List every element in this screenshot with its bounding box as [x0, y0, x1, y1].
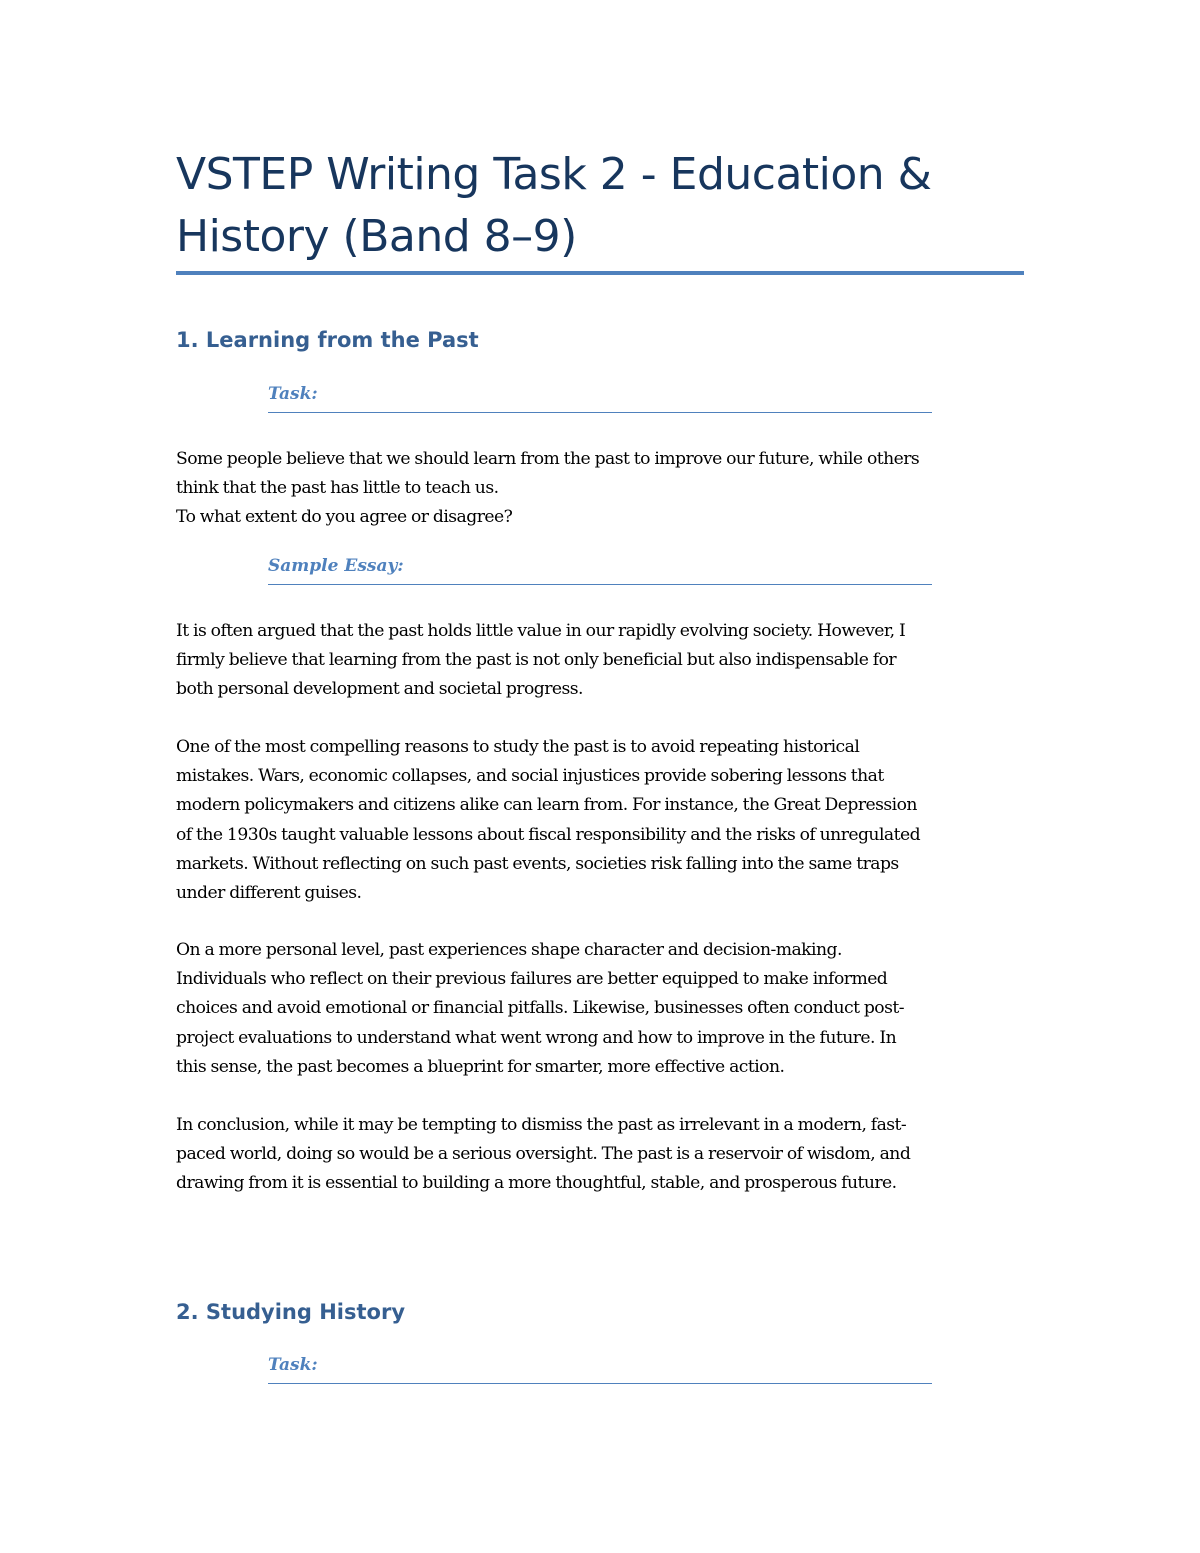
section-1-essay-label: Sample Essay:: [268, 554, 932, 585]
essay-line: both personal development and societal progress.: [176, 679, 583, 700]
title-line-1: VSTEP Writing Task 2 - Education &: [176, 149, 932, 200]
essay-line: choices and avoid emotional or financial pitfalls. Likewise, businesses often conduct post-: [176, 998, 904, 1019]
essay-line: under different guises.: [176, 883, 362, 904]
essay-line: project evaluations to understand what went wrong and how to improve in the future. In: [176, 1027, 897, 1048]
essay-line: Individuals who reflect on their previous failures are better equipped to make informed: [176, 969, 888, 990]
task-prompt-line: think that the past has little to teach us.: [176, 478, 499, 499]
document-title: [176, 144, 1024, 268]
essay-line: paced world, doing so would be a serious oversight. The past is a reservoir of wisdom, and: [176, 1144, 911, 1165]
section-1-heading: 1. Learning from the Past: [176, 328, 479, 352]
essay-paragraph-intro: [176, 617, 1024, 705]
essay-line: markets. Without reflecting on such past events, societies risk falling into the same traps: [176, 853, 899, 874]
section-1-task-prompt: [176, 445, 1024, 533]
essay-line: mistakes. Wars, economic collapses, and social injustices provide sobering lessons that: [176, 766, 884, 787]
essay-line: One of the most compelling reasons to study the past is to avoid repeating historical: [176, 737, 860, 757]
essay-paragraph-conclusion: [176, 1111, 1024, 1199]
essay-line: of the 1930s taught valuable lessons about fiscal responsibility and the risks of unregulated: [176, 824, 921, 845]
title-underline: [176, 271, 1024, 275]
essay-paragraph-body-1: [176, 733, 1024, 908]
title-line-2: History (Band 8–9): [176, 211, 577, 262]
essay-line: On a more personal level, past experiences shape character and decision-making.: [176, 940, 842, 960]
essay-line: modern policymakers and citizens alike can learn from. For instance, the Great Depression: [176, 795, 917, 816]
section-2-heading: 2. Studying History: [176, 1300, 406, 1324]
section-2-task-label: Task:: [268, 1353, 932, 1384]
essay-line: firmly believe that learning from the past is not only beneficial but also indispensable for: [176, 650, 897, 671]
task-prompt-line: Some people believe that we should learn from the past to improve our future, while others: [176, 449, 920, 469]
essay-line: It is often argued that the past holds little value in our rapidly evolving society. However, I: [176, 621, 906, 641]
section-1-task-label: Task:: [268, 382, 932, 413]
essay-line: this sense, the past becomes a blueprint for smarter, more effective action.: [176, 1056, 785, 1077]
task-prompt-line: To what extent do you agree or disagree?: [176, 507, 513, 528]
essay-line: In conclusion, while it may be tempting to dismiss the past as irrelevant in a modern, fast-: [176, 1115, 907, 1135]
essay-line: drawing from it is essential to building a more thoughtful, stable, and prosperous future.: [176, 1173, 897, 1194]
essay-paragraph-body-2: [176, 936, 1024, 1082]
